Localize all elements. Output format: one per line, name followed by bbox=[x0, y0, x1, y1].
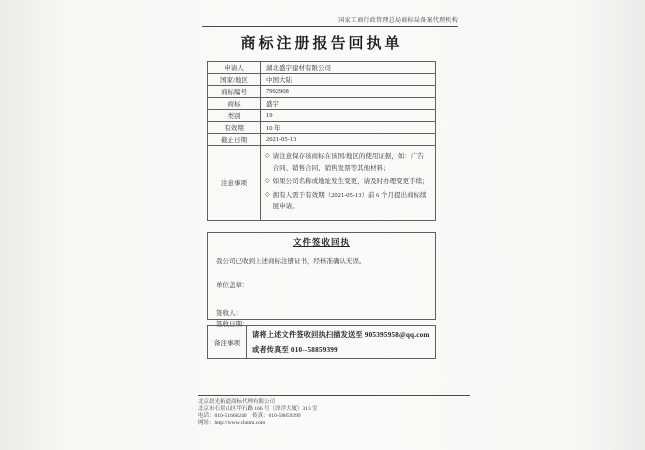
note-text: 请注意保存该商标在该国/地区的使用证据，如：广告合同、销售合同、销售发票等其他材料； bbox=[272, 153, 424, 172]
remark-section bbox=[207, 325, 436, 359]
table-row-deadline bbox=[208, 134, 436, 146]
table-row-country bbox=[208, 74, 436, 86]
remark-line-email: 请将上述文件签收回执扫描发送至 905395958@qq.com bbox=[252, 331, 430, 339]
stamp-label: 单位盖章： bbox=[216, 282, 249, 289]
footer-divider bbox=[198, 395, 470, 396]
footer-address: 北京市石景山区甲石路 166 号（泽洋大厦）313 室 bbox=[198, 406, 318, 412]
row-label: 商标编号 bbox=[208, 86, 261, 98]
row-value: 中国大陆 bbox=[261, 74, 436, 86]
row-value: 盛宇 bbox=[261, 98, 436, 110]
receipt-section bbox=[207, 232, 436, 328]
table-row-class bbox=[208, 110, 436, 122]
table-row-trademark-number bbox=[208, 86, 436, 98]
note-item bbox=[265, 151, 430, 174]
table-row-applicant bbox=[208, 62, 436, 74]
notes-cell bbox=[261, 146, 436, 221]
footer-company: 北京晨光拓道商标代理有限公司 bbox=[198, 399, 276, 405]
receipt-confirmation: 我公司已收到上述商标注册证书，经核准确认无误。 bbox=[216, 258, 366, 265]
remark-label: 备注事项 bbox=[208, 326, 247, 358]
sign-date-label: 签收日期： bbox=[216, 321, 249, 328]
remark-content bbox=[247, 326, 435, 358]
row-label: 截止日期 bbox=[208, 134, 261, 146]
row-label: 有效期 bbox=[208, 122, 261, 134]
row-value: 19 bbox=[261, 110, 436, 122]
footer-phone-fax: 电话：010-51666240 传真：010-58859399 bbox=[198, 413, 301, 419]
diamond-bullet-icon: ◇ bbox=[265, 178, 270, 184]
table-row-notes bbox=[208, 146, 436, 221]
notes-label: 注意事项 bbox=[208, 146, 261, 221]
diamond-bullet-icon: ◇ bbox=[265, 153, 270, 159]
note-text: 拥有人需于有效期（2021-05-13）前 6 个月提出商标续展申请。 bbox=[272, 191, 427, 210]
row-label: 申请人 bbox=[208, 62, 261, 74]
agency-note: 国家工商行政管理总局商标局备案代理机构 bbox=[202, 15, 458, 27]
receipt-title: 文件签收回执 bbox=[292, 237, 350, 247]
document-title: 商标注册报告回执单 bbox=[240, 36, 403, 52]
row-label: 国家/地区 bbox=[208, 74, 261, 86]
row-value: 2021-05-13 bbox=[261, 134, 436, 146]
row-label: 商标 bbox=[208, 98, 261, 110]
info-table bbox=[207, 61, 436, 221]
note-item bbox=[265, 176, 430, 188]
footer bbox=[198, 395, 470, 427]
footer-website: 网址：http://www.chntm.com bbox=[198, 420, 266, 426]
signer-label: 签收人： bbox=[216, 310, 242, 317]
row-value: 湖北盛宇建材有限公司 bbox=[261, 62, 436, 74]
remark-line-fax: 或者传真至 010--58859399 bbox=[252, 345, 338, 354]
table-row-validity bbox=[208, 122, 436, 134]
row-label: 类别 bbox=[208, 110, 261, 122]
row-value: 7992908 bbox=[261, 86, 436, 98]
note-text: 如果公司名称或地址发生变更，请及时办理变更手续； bbox=[272, 178, 429, 185]
diamond-bullet-icon: ◇ bbox=[265, 191, 270, 198]
note-item bbox=[265, 190, 430, 213]
row-value: 10 年 bbox=[261, 122, 436, 134]
table-row-trademark bbox=[208, 98, 436, 110]
